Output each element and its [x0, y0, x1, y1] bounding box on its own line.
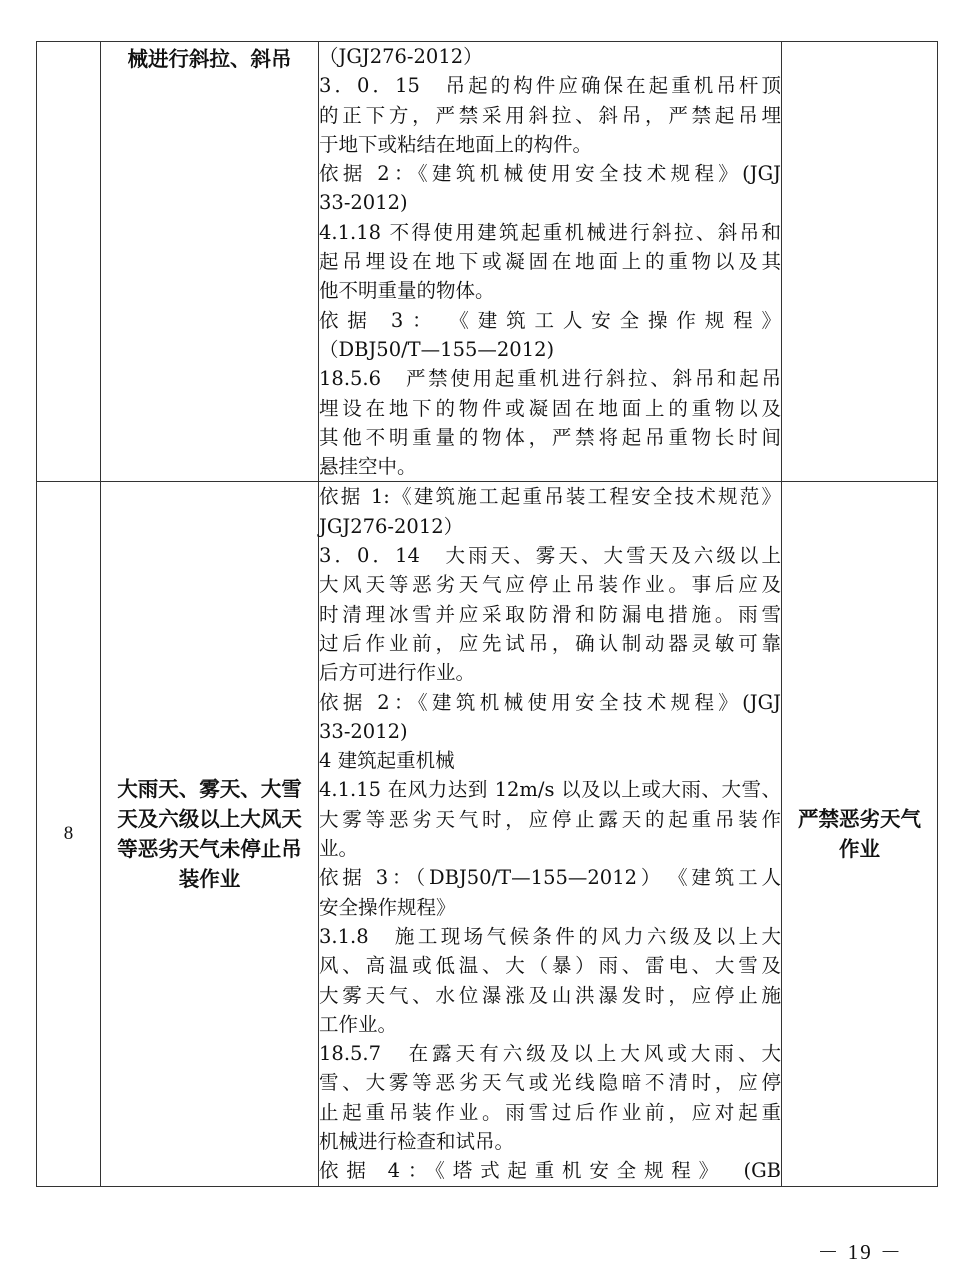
hazard-item-cell [101, 42, 319, 482]
basis-line: 业。 [319, 837, 359, 861]
requirement-cell [782, 42, 938, 482]
basis-line: 18.5.6 严禁使用起重机进行斜拉、斜吊和起吊 [319, 367, 781, 391]
basis-line: 大风天等恶劣天气应停止吊装作业。事后应及 [319, 573, 781, 597]
basis-line: 于地下或粘结在地面上的构件。 [319, 132, 593, 156]
basis-line: 安全操作规程》 [319, 895, 456, 919]
regulation-basis-cell [319, 42, 782, 482]
basis-line: 止起重吊装作业。雨雪过后作业前，应对起重 [319, 1100, 781, 1124]
requirement-line: 严禁恶劣天气 [798, 807, 921, 832]
page-number: － 19 － [817, 1240, 903, 1264]
hazard-item-line: 大雨天、雾天、大雪 [117, 777, 302, 802]
basis-line: 埋设在地下的物件或凝固在地面上的重物以及 [319, 396, 781, 420]
basis-line: （DBJ50/T—155—2012) [319, 337, 555, 361]
regulation-basis-cell [319, 482, 782, 1186]
basis-line: 的正下方，严禁采用斜拉、斜吊，严禁起吊埋 [319, 103, 781, 127]
basis-line: 4.1.18 不得使用建筑起重机械进行斜拉、斜吊和 [319, 220, 781, 244]
basis-line: 其他不明重量的物体，严禁将起吊重物长时间 [319, 425, 781, 449]
requirement-line: 作业 [839, 837, 880, 862]
hazard-item-line: 天及六级以上大风天 [117, 807, 302, 832]
basis-line: 悬挂空中。 [319, 455, 417, 479]
basis-line: 依据 3： 《建筑工人安全操作规程》 [319, 308, 781, 332]
basis-line: 过后作业前，应先试吊，确认制动器灵敏可靠 [319, 631, 781, 655]
requirement-cell [782, 482, 938, 1186]
hazard-item-line: 械进行斜拉、斜吊 [127, 47, 292, 71]
basis-line: 依据 3：（DBJ50/T—155—2012） 《建筑工人 [319, 866, 781, 890]
basis-line: 3．0．14 大雨天、雾天、大雪天及六级以上 [319, 544, 781, 568]
basis-line: 工作业。 [319, 1012, 398, 1036]
basis-line: 33-2012) [319, 719, 408, 743]
basis-line: 3.1.8 施工现场气候条件的风力六级及以上大 [319, 924, 781, 948]
basis-line: 4.1.15 在风力达到 12m/s 以及以上或大雨、大雪、 [319, 778, 781, 802]
regulation-table [36, 41, 938, 1187]
hazard-item-cell [101, 482, 319, 1186]
basis-line: 3．0．15 吊起的构件应确保在起重机吊杆顶 [319, 74, 781, 98]
basis-line: 大雾天气、水位瀑涨及山洪瀑发时，应停止施 [319, 983, 781, 1007]
basis-line: （JGJ276-2012） [319, 45, 483, 68]
row-number-cell [37, 42, 101, 482]
basis-line: 机械进行检查和试吊。 [319, 1129, 515, 1153]
basis-line: 4 建筑起重机械 [319, 749, 455, 773]
basis-line: 18.5.7 在露天有六级及以上大风或大雨、大 [319, 1042, 781, 1066]
hazard-item-line: 等恶劣天气未停止吊 [117, 837, 302, 862]
basis-line: 依据 4：《塔式起重机安全规程》 (GB [319, 1159, 781, 1183]
basis-line: 后方可进行作业。 [319, 661, 476, 685]
basis-line: 雪、大雾等恶劣天气或光线隐暗不清时，应停 [319, 1071, 781, 1095]
basis-line: 依据 2：《建筑机械使用安全技术规程》(JGJ [319, 162, 781, 186]
hazard-item-line: 装作业 [178, 867, 241, 892]
row-number-cell: 8 [37, 482, 101, 1186]
table-row [37, 42, 938, 482]
basis-line: 依据 2：《建筑机械使用安全技术规程》(JGJ [319, 690, 781, 714]
basis-line: 33-2012) [319, 191, 408, 215]
basis-line: JGJ276-2012） [319, 514, 464, 538]
basis-line: 依据 1:《建筑施工起重吊装工程安全技术规范》 [319, 485, 781, 509]
basis-line: 大雾等恶劣天气时，应停止露天的起重吊装作 [319, 807, 781, 831]
basis-line: 风、高温或低温、大（暴）雨、雷电、大雪及 [319, 954, 781, 978]
basis-line: 起吊埋设在地下或凝固在地面上的重物以及其 [319, 250, 781, 274]
basis-line: 时清理冰雪并应采取防滑和防漏电措施。雨雪 [319, 602, 781, 626]
table-row [37, 482, 938, 1186]
basis-line: 他不明重量的物体。 [319, 279, 495, 303]
